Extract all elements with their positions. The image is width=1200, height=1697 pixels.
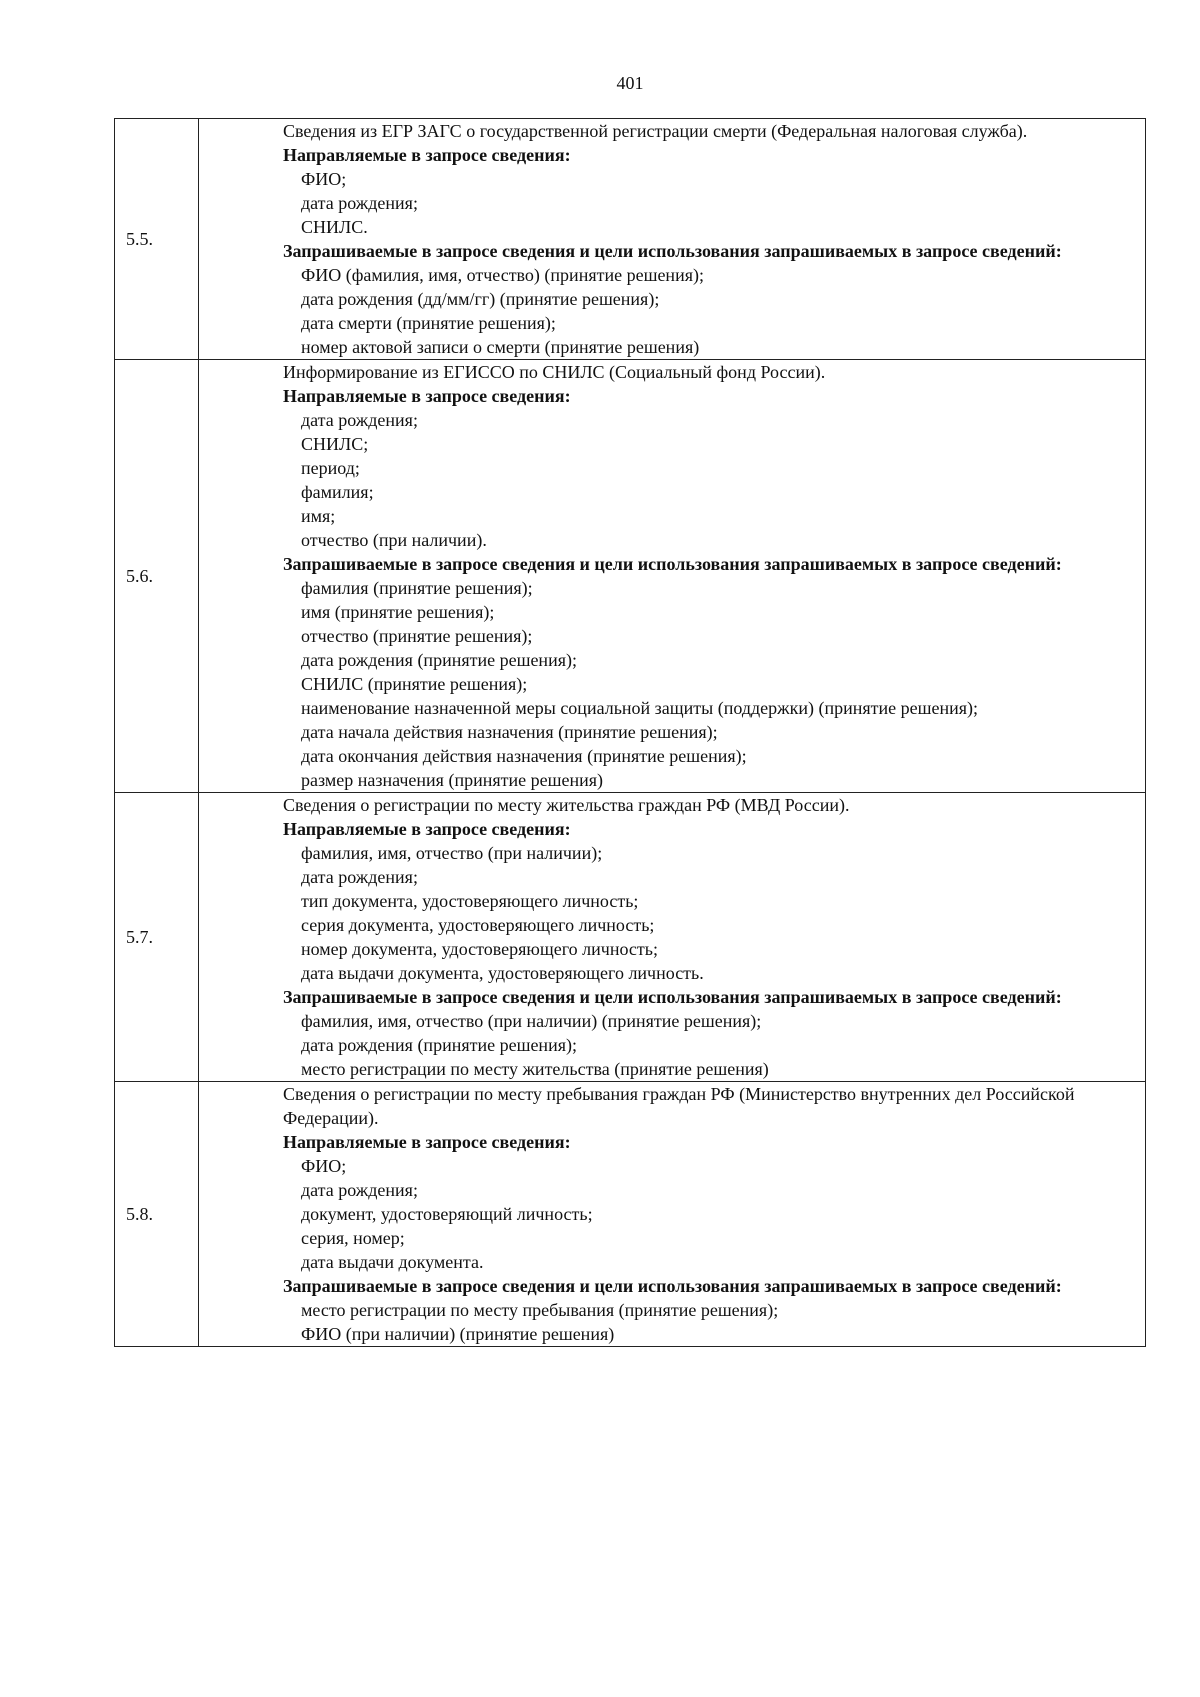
list-item: период; [301,458,360,478]
list-item: дата рождения; [301,410,418,430]
list-item: СНИЛС. [301,217,368,237]
row-content [199,1082,1146,1347]
list-item: ФИО; [301,1156,347,1176]
list-item: ФИО (при наличии) (принятие решения) [301,1324,615,1344]
row-content [199,793,1146,1082]
row-title: Сведения о регистрации по месту пребывания граждан РФ (Министерство внутренних дел Российской Федерации). [283,1084,1075,1128]
row-title: Сведения из ЕГР ЗАГС о государственной регистрации смерти (Федеральная налоговая служба). [283,121,1028,141]
list-item: дата окончания действия назначения (принятие решения); [301,746,747,766]
list-item: серия документа, удостоверяющего личность; [301,915,655,935]
page-number: 401 [616,73,644,93]
list-item: место регистрации по месту пребывания (принятие решения); [301,1300,779,1320]
list-item: имя; [301,506,336,526]
list-item: дата выдачи документа, удостоверяющего личность. [301,963,704,983]
list-item: фамилия, имя, отчество (при наличии) (принятие решения); [301,1011,762,1031]
row-number: 5.7. [115,793,199,1082]
list-item: имя (принятие решения); [301,602,495,622]
table-row [115,793,1146,1082]
section-heading: Направляемые в запросе сведения: [283,819,571,839]
section-heading: Направляемые в запросе сведения: [283,386,571,406]
list-item: серия, номер; [301,1228,405,1248]
list-item: ФИО; [301,169,347,189]
section-heading: Направляемые в запросе сведения: [283,145,571,165]
section-heading: Запрашиваемые в запросе сведения и цели использования запрашиваемых в запросе сведений: [283,554,1062,574]
section-heading: Запрашиваемые в запросе сведения и цели использования запрашиваемых в запросе сведений: [283,241,1062,261]
list-item: фамилия (принятие решения); [301,578,533,598]
list-item: место регистрации по месту жительства (принятие решения) [301,1059,769,1079]
list-item: тип документа, удостоверяющего личность; [301,891,639,911]
list-item: дата рождения; [301,867,418,887]
list-item: номер документа, удостоверяющего личность; [301,939,658,959]
list-item: дата рождения; [301,1180,418,1200]
table-row [115,119,1146,360]
list-item: дата выдачи документа. [301,1252,484,1272]
table-row [115,360,1146,793]
list-item: дата рождения (принятие решения); [301,650,577,670]
row-title: Информирование из ЕГИССО по СНИЛС (Социальный фонд России). [283,362,826,382]
list-item: СНИЛС; [301,434,369,454]
list-item: наименование назначенной меры социальной защиты (поддержки) (принятие решения); [301,698,978,718]
row-content [199,119,1146,360]
requests-table-body [115,119,1146,1347]
list-item: отчество (принятие решения); [301,626,533,646]
list-item: дата смерти (принятие решения); [301,313,556,333]
list-item: отчество (при наличии). [301,530,487,550]
list-item: дата рождения; [301,193,418,213]
list-item: СНИЛС (принятие решения); [301,674,528,694]
row-content [199,360,1146,793]
requests-table [114,118,1146,1347]
list-item: фамилия, имя, отчество (при наличии); [301,843,603,863]
list-item: дата рождения (принятие решения); [301,1035,577,1055]
list-item: документ, удостоверяющий личность; [301,1204,593,1224]
section-heading: Запрашиваемые в запросе сведения и цели использования запрашиваемых в запросе сведений: [283,987,1062,1007]
row-number: 5.6. [115,360,199,793]
row-title: Сведения о регистрации по месту жительства граждан РФ (МВД России). [283,795,850,815]
section-heading: Направляемые в запросе сведения: [283,1132,571,1152]
table-row [115,1082,1146,1347]
row-number: 5.5. [115,119,199,360]
list-item: размер назначения (принятие решения) [301,770,603,790]
row-number: 5.8. [115,1082,199,1347]
list-item: фамилия; [301,482,374,502]
section-heading: Запрашиваемые в запросе сведения и цели использования запрашиваемых в запросе сведений: [283,1276,1062,1296]
list-item: дата начала действия назначения (принятие решения); [301,722,718,742]
list-item: номер актовой записи о смерти (принятие решения) [301,337,700,357]
list-item: ФИО (фамилия, имя, отчество) (принятие решения); [301,265,704,285]
list-item: дата рождения (дд/мм/гг) (принятие решения); [301,289,660,309]
